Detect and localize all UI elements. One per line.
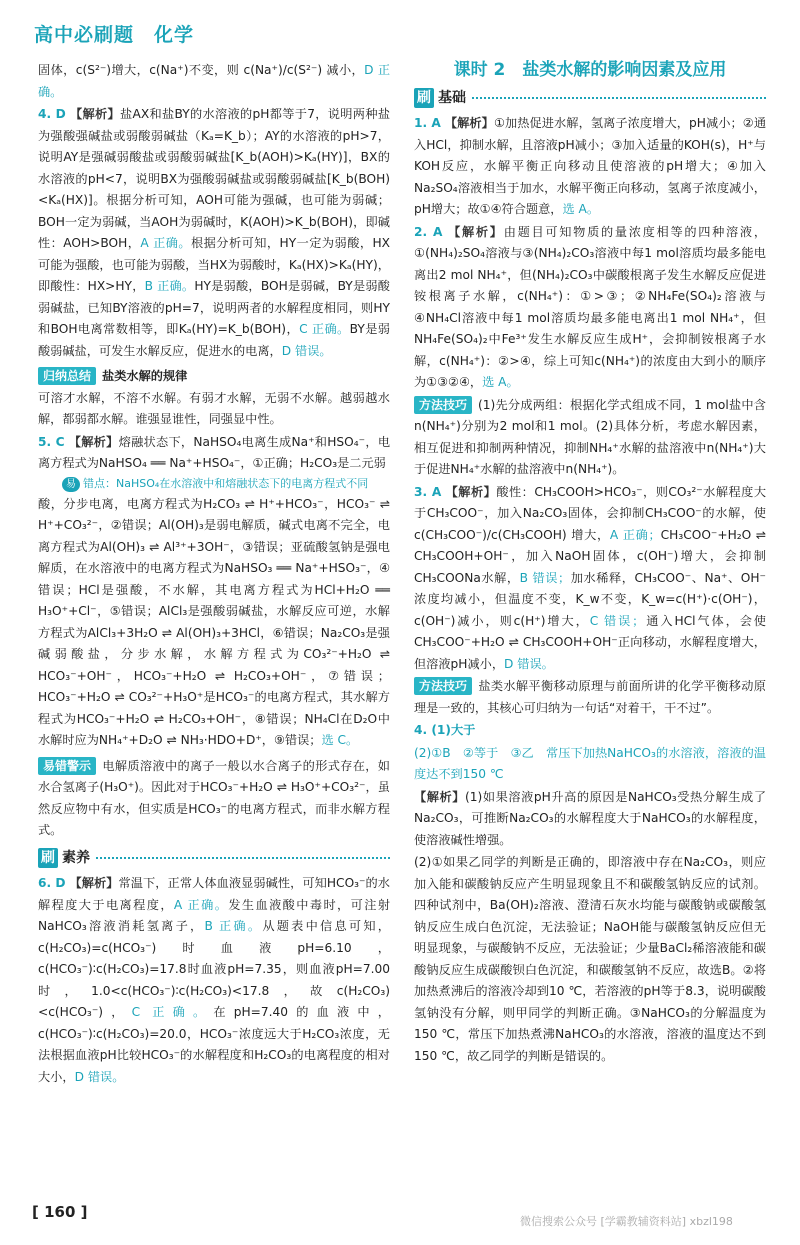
warning-label: 易错警示 — [38, 757, 96, 775]
warning-box — [38, 756, 390, 842]
page-number: [ 160 ] — [32, 1203, 88, 1221]
tip-label: 方法技巧 — [414, 396, 472, 414]
answer-1: 1. A 【解析】①加热促进水解，氢离子浓度增大，pH减小；②通入HCl，抑制水解，且溶液pH减小；③加入适量的KOH(s)，H⁺与KOH反应，水解平衡正向移动且使溶液的pH增大；④加入Na₂SO₄溶液相当于加水，水解平衡正向移动，氢离子浓度减小，pH增大；故①④符合题意，选 A。 — [414, 116, 767, 216]
shua-icon: 刷 — [38, 848, 58, 868]
lesson-title: 课时 2 盐类水解的影响因素及应用 — [453, 60, 727, 80]
book-title: 高中必刷题 化学 — [34, 24, 195, 46]
answer-4-analysis: 【解析】(1)如果溶液pH升高的原因是NaHCO₃受热分解生成了Na₂CO₃，可推断Na₂CO₃的水解程度大于NaHCO₃的水解程度，使溶液碱性增强。 — [414, 789, 767, 847]
answer-2: 2. A 【解析】由题目可知物质的量浓度相等的四种溶液，①(NH₄)₂SO₄溶液与③(NH₄)₂CO₃溶液中每1 mol溶质均最多能电离出2 mol NH₄⁺，但(NH₄)₂CO₃中碳酸根离子发生水解反应促进铵根离子水解，c(NH₄⁺)：①>③；②NH₄Fe(SO₄)₂溶液与④NH₄Cl溶液中每1 mol溶质均最多能电离出1 mol NH₄⁺，但NH₄Fe(SO₄)₂中Fe³⁺发生水解反应生成H⁺，会抑制铵根离子水解，c(NH₄⁺)：②>④，综上可知c(NH₄⁺)的浓度由大到小的顺序为①③②④，选 A。 — [414, 224, 767, 389]
dotted-divider — [472, 97, 766, 99]
continuation-paragraph: 固体，c(S²⁻)增大，c(Na⁺)不变，则 c(Na⁺)/c(S²⁻) 减小，D 正确。 — [38, 63, 391, 99]
answer-4-part2: (2)①B ②等于 ③乙 常压下加热NaHCO₃的水溶液，溶液的温度达不到150 ℃ — [414, 745, 766, 781]
answer-3: 3. A 【解析】酸性：CH₃COOH>HCO₃⁻，则CO₃²⁻水解程度大于CH₃COO⁻，加入Na₂CO₃固体，会抑制CH₃COO⁻的水解，使 c(CH₃COO⁻)/c(CH₃COOH) 增大，A 正确；CH₃COO⁻+H₂O ⇌ CH₃COOH+OH⁻，加入NaOH固体，c(OH⁻)增大，会抑制CH₃COONa水解，B 错误；加水稀释，CH₃COO⁻、Na⁺、OH⁻浓度均减小，但温度不变，K_w不变，K_w=c(H⁺)·c(OH⁻)，c(OH⁻)减小，则c(H⁺)增大，C 错误；通入HCl气体，会使CH₃COO⁻+H₂O ⇌ CH₃COOH+OH⁻正向移动，水解程度增大，但溶液pH减小，D 错误。 — [414, 484, 767, 671]
section-jichu: 刷 基础 — [414, 88, 766, 110]
warning-text: 电解质溶液中的离子一般以水合离子的形式存在，如水合氢离子(H₃O⁺)。因此对于HCO₃⁻+H₂O ⇌ H₃O⁺+CO₃²⁻，虽然反应物中有水，但实质是HCO₃⁻的电离方程式，而非水解方程式。 — [38, 758, 390, 837]
answer-4-analysis-2: (2)①如果乙同学的判断是正确的，即溶液中存在Na₂CO₃，则应加入能和碳酸钠反应产生明显现象且不和碳酸氢钠反应的试剂。四种试剂中，Ba(OH)₂溶液、澄清石灰水均能与碳酸钠或碳酸氢钠反应生成白色沉淀，无法验证；NaOH能与碳酸氢钠反应但无明显现象，与碳酸钠不反应，无法验证；少量BaCl₂稀溶液能和碳酸钠反应生成碳酸钡白色沉淀，和碳酸氢钠不反应，故选B。②将加热煮沸后的溶液冷却到10 ℃，若溶液的pH等于8.3，说明碳酸氢钠没有分解，则甲同学的判断正确。③NaHCO₃的分解温度为150 ℃，常压下加热煮沸NaHCO₃的水溶液，溶液的温度达不到150 ℃，故乙同学的判断是错误的。 — [414, 855, 766, 1063]
summary-text: 可溶才水解，不溶不水解。有弱才水解，无弱不水解。越弱越水解，都弱都水解。谁强显谁性，同强显中性。 — [38, 390, 390, 426]
summary-title: 盐类水解的规律 — [102, 369, 188, 383]
shua-icon: 刷 — [414, 88, 434, 108]
summary-label: 归纳总结 — [38, 367, 96, 385]
section-suyang: 刷 素养 — [38, 848, 390, 870]
watermark: 微信搜索公众号 [学霸教辅资料站] xbzl198 — [520, 1215, 733, 1228]
tip-box-2: 方法技巧 盐类水解平衡移动原理与前面所讲的化学平衡移动原理是一致的，其核心可归纳为一句话“对着干，干不过”。 — [414, 679, 766, 715]
right-column — [414, 60, 766, 1068]
answer-5-continued: 酸，分步电离，电离方程式为H₂CO₃ ⇌ H⁺+HCO₃⁻，HCO₃⁻ ⇌ H⁺+CO₃²⁻，②错误；Al(OH)₃是弱电解质，碱式电离不完全，电离方程式为Al(OH)₃ ⇌ Al³⁺+3OH⁻，③错误；亚硫酸氢钠是强电解质，在水溶液中的电离方程式为NaHSO₃ ══ Na⁺+HSO₃⁻，④错误；HCl是强酸，不水解，其电离方程式为HCl+H₂O ══ H₃O⁺+Cl⁻，⑤错误；AlCl₃是强酸弱碱盐，水解反应可逆，水解方程式为AlCl₃+3H₂O ⇌ Al(OH)₃+3HCl，⑥错误；Na₂CO₃是强碱弱酸盐，分步水解，水解方程式为CO₃²⁻+H₂O ⇌ HCO₃⁻+OH⁻，HCO₃⁻+H₂O ⇌ H₂CO₃+OH⁻，⑦错误；HCO₃⁻+H₂O ⇌ CO₃²⁻+H₃O⁺是HCO₃⁻的电离方程式，其水解方程式为HCO₃⁻+H₂O ⇌ H₂CO₃+OH⁻，⑧错误；NH₄Cl在D₂O中水解时应为NH₄⁺+D₂O ⇌ NH₃·HDO+D⁺，⑨错误；选 C。 — [38, 496, 390, 747]
summary-box — [38, 366, 390, 388]
error-note: 易 错点：NaHSO₄在水溶液中和熔融状态下的电离方程式不同 — [62, 476, 390, 492]
tip-box-1: 方法技巧 (1)先分成两组：根据化学式组成不同，1 mol盐中含n(NH₄⁺)分别为2 mol和1 mol。(2)具体分析，考虑水解因素，相互促进和抑制两种情况，抑制NH₄⁺水解的盐溶液中n(NH₄⁺)大于促进NH₄⁺水解的盐溶液中n(NH₄⁺)。 — [414, 397, 766, 476]
left-column — [38, 60, 390, 1089]
answer-4: 4. D 【解析】盐AX和盐BY的水溶液的pH都等于7，说明两种盐为强酸强碱盐或弱酸弱碱盐（Kₐ=K_b）；AY的水溶液的pH>7，说明AY是强碱弱酸盐或弱酸弱碱盐[K_b(AOH)>Kₐ(HY)]，BX的水溶液的pH<7，说明BX为强酸弱碱盐或弱酸弱碱盐[K_b(BOH)<Kₐ(HX)]。根据分析可知，AOH可能为强碱，也可能为弱碱；BOH一定为弱碱，当AOH为弱碱时，K(AOH)>K_b(BOH)，即碱性：AOH>BOH，A 正确。根据分析可知，HY一定为弱酸，HX可能为强酸，也可能为弱酸，当HX为弱酸时，Kₐ(HX)>Kₐ(HY)，即酸性：HX>HY，B 正确。HY是弱酸，BOH是弱碱，BY是弱酸弱碱盐，已知BY溶液的pH=7，说明两者的水解程度相同，则HY和BOH电离常数相等，即Kₐ(HY)=K_b(BOH)，C 正确。BY是弱酸弱碱盐，可发生水解反应，促进水的电离，D 错误。 — [38, 107, 391, 358]
answer-4-short: 4. (1)大于 — [414, 723, 476, 737]
answer-5: 5. C 【解析】熔融状态下，NaHSO₄电离生成Na⁺和HSO₄⁻，电离方程式为NaHSO₄ ══ Na⁺+HSO₄⁻，①正确；H₂CO₃是二元弱 — [38, 434, 391, 470]
dotted-divider — [96, 857, 390, 859]
tip-label: 方法技巧 — [414, 677, 472, 695]
error-flag-icon: 易 — [62, 477, 80, 492]
answer-6: 6. D 【解析】常温下，正常人体血液显弱碱性，可知HCO₃⁻的水解程度大于电离程度，A 正确。发生血液酸中毒时，可注射NaHCO₃溶液消耗氢离子，B 正确。从题表中信息可知，c(H₂CO₃)=c(HCO₃⁻)时血液pH=6.10，c(HCO₃⁻)∶c(H₂CO₃)=17.8时血液pH=7.35，则血液pH=7.00时，1.0<c(HCO₃⁻)∶c(H₂CO₃)<17.8，故c(H₂CO₃)<c(HCO₃⁻)，C 正确。在pH=7.40的血液中，c(HCO₃⁻)∶c(H₂CO₃)=20.0，HCO₃⁻浓度远大于H₂CO₃浓度，无法根据血液pH比较HCO₃⁻的水解程度和H₂CO₃的电离程度的相对大小，D 错误。 — [38, 876, 391, 1084]
